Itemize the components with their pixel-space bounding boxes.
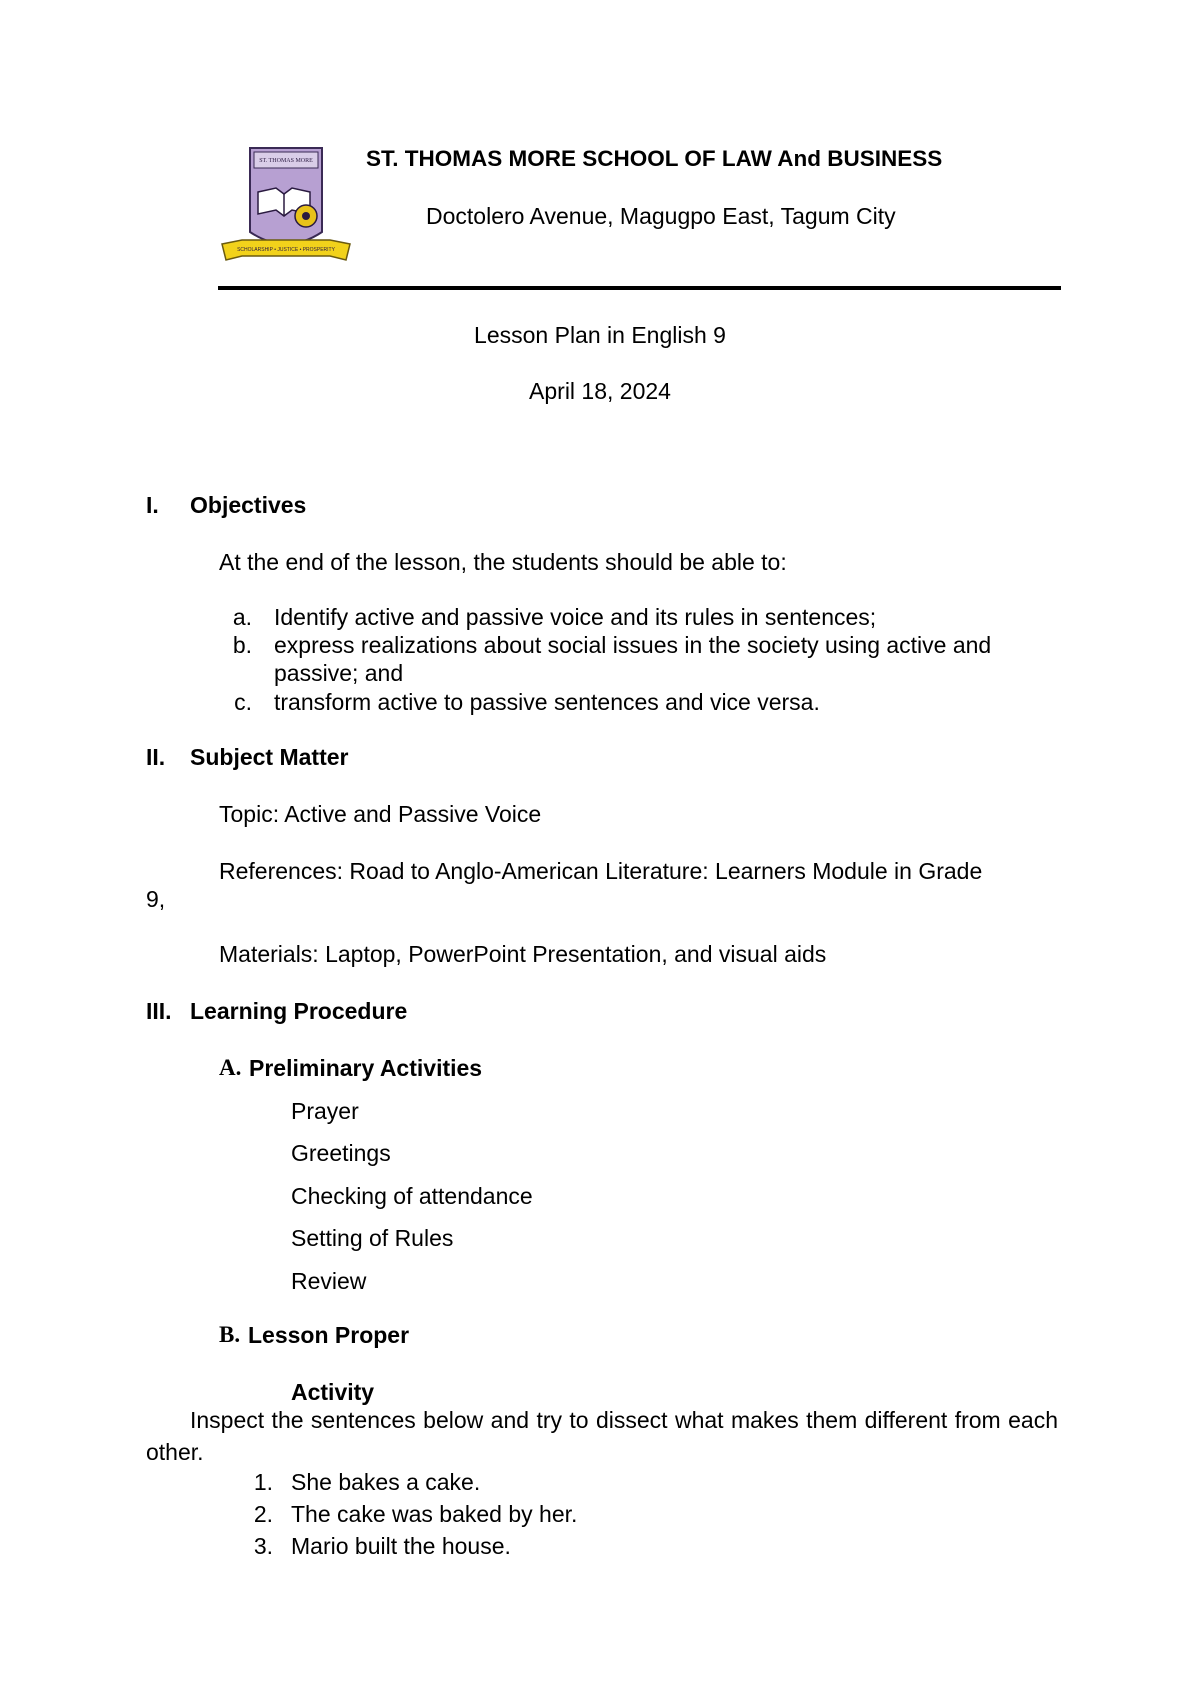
section-heading-objectives: Objectives xyxy=(190,492,307,518)
objective-item: transform active to passive sentences and vice versa. xyxy=(274,689,820,715)
section-heading-procedure: Learning Procedure xyxy=(190,998,408,1024)
preliminary-item: Prayer xyxy=(291,1098,359,1124)
example-sentence: The cake was baked by her. xyxy=(291,1501,578,1527)
subsection-heading-lesson-proper: Lesson Proper xyxy=(248,1322,410,1348)
preliminary-item: Greetings xyxy=(291,1140,391,1166)
subject-topic: Topic: Active and Passive Voice xyxy=(219,801,542,827)
subsection-marker-preliminary: A. xyxy=(219,1055,242,1080)
example-sentence: She bakes a cake. xyxy=(291,1469,481,1495)
section-number-procedure: III. xyxy=(146,998,172,1024)
example-sentence: Mario built the house. xyxy=(291,1533,511,1559)
objective-item-continuation: passive; and xyxy=(274,660,404,686)
sentence-marker: 1. xyxy=(253,1469,273,1495)
subject-materials: Materials: Laptop, PowerPoint Presentation, and visual aids xyxy=(219,941,827,967)
school-address: Doctolero Avenue, Magugpo East, Tagum City xyxy=(426,203,896,229)
subject-references: References: Road to Anglo-American Literature: Learners Module in Grade xyxy=(219,858,983,884)
objective-marker: c. xyxy=(234,689,252,715)
activity-heading: Activity xyxy=(291,1379,375,1405)
school-logo xyxy=(218,144,354,272)
preliminary-item: Setting of Rules xyxy=(291,1225,454,1251)
lesson-plan-date: April 18, 2024 xyxy=(529,378,671,404)
preliminary-item: Review xyxy=(291,1268,367,1294)
objective-marker: a. xyxy=(232,604,252,630)
sentence-marker: 3. xyxy=(253,1533,273,1559)
section-number-subject-matter: II. xyxy=(146,744,166,770)
objective-item: Identify active and passive voice and its rules in sentences; xyxy=(274,604,877,630)
preliminary-item: Checking of attendance xyxy=(291,1183,533,1209)
lesson-plan-title: Lesson Plan in English 9 xyxy=(474,322,726,348)
subsection-marker-lesson-proper: B. xyxy=(219,1322,241,1347)
activity-instructions: Inspect the sentences below and try to dissect what makes them different from each other. xyxy=(146,1407,1058,1465)
objectives-intro: At the end of the lesson, the students should be able to: xyxy=(219,549,787,575)
header-divider xyxy=(218,286,1061,290)
school-name: ST. THOMAS MORE SCHOOL OF LAW And BUSINESS xyxy=(366,146,943,171)
objective-marker: b. xyxy=(232,632,252,658)
logo-ribbon-text: SCHOLARSHIP • JUSTICE • PROSPERITY xyxy=(237,247,335,253)
sentence-marker: 2. xyxy=(253,1501,273,1527)
logo-top-text: ST. THOMAS MORE xyxy=(259,158,313,164)
subsection-heading-preliminary: Preliminary Activities xyxy=(249,1055,483,1081)
subject-references-continuation: 9, xyxy=(146,886,166,912)
section-number-objectives: I. xyxy=(146,492,159,518)
objective-item: express realizations about social issues in the society using active and xyxy=(274,632,992,658)
section-heading-subject-matter: Subject Matter xyxy=(190,744,349,770)
